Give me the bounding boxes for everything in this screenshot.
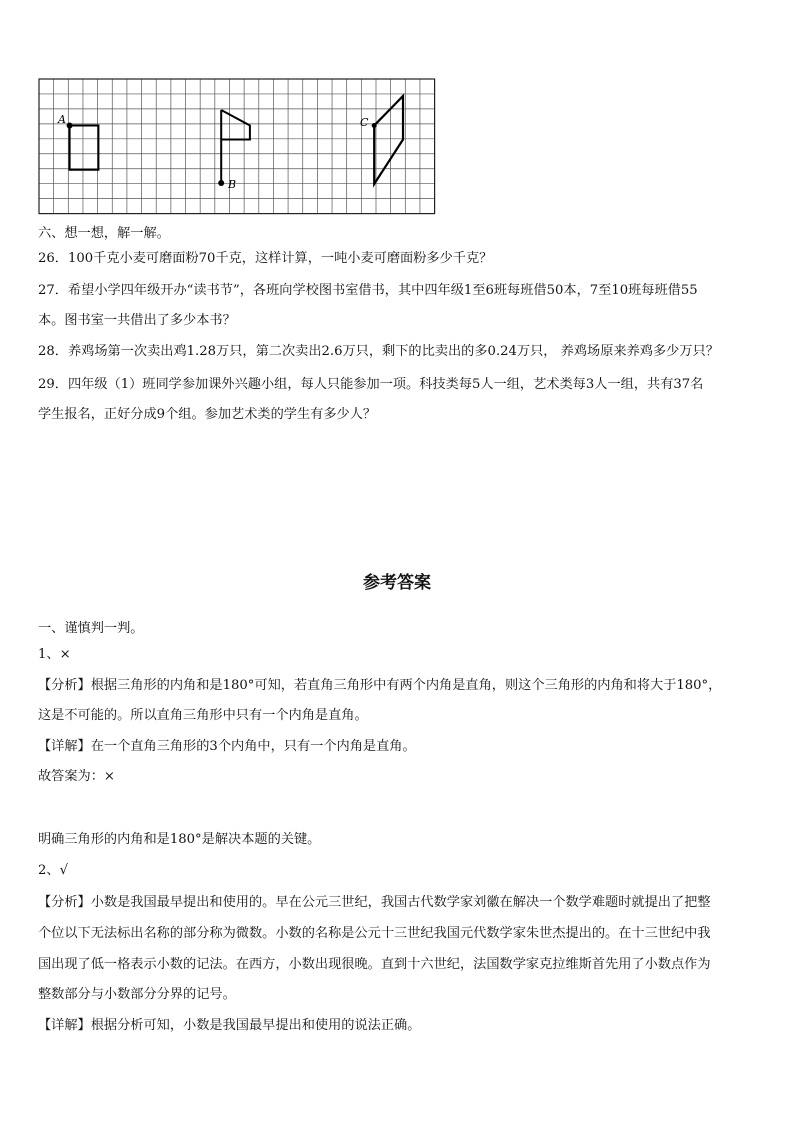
answer-1-note: 明确三角形的内角和是180°是解决本题的关键。 bbox=[38, 832, 321, 847]
point-a-label: A bbox=[58, 113, 66, 126]
point-b-dot bbox=[218, 180, 224, 186]
answer-2-label: 2、√ bbox=[38, 863, 68, 878]
answer-1-detail: 【详解】在一个直角三角形的3个内角中，只有一个内角是直角。 bbox=[38, 739, 416, 754]
question-27-line2: 本。图书室一共借出了多少本书？ bbox=[38, 313, 236, 328]
flag-shape bbox=[221, 110, 250, 140]
point-b-label: B bbox=[228, 178, 237, 191]
answer-2-detail: 【详解】根据分析可知，小数是我国最早提出和使用的说法正确。 bbox=[38, 1018, 421, 1033]
answer-1-final: 故答案为：× bbox=[38, 769, 115, 784]
grid-figure bbox=[38, 78, 438, 218]
rectangle-shape bbox=[70, 126, 99, 170]
answers-section1-heading: 一、谨慎判一判。 bbox=[38, 621, 144, 636]
question-29-line2: 学生报名，正好分成9个组。参加艺术类的学生有多少人？ bbox=[38, 407, 377, 422]
answers-title: 参考答案 bbox=[363, 573, 431, 593]
answer-2-analysis-line2: 个位以下无法标出名称的部分称为微数。小数的名称是公元十三世纪我国元代数学家朱世杰提出的。在十三世纪中我 bbox=[38, 926, 711, 941]
point-c-dot bbox=[372, 123, 377, 128]
answer-1-label: 1、× bbox=[38, 647, 71, 662]
question-26: 26．100千克小麦可磨面粉70千克，这样计算，一吨小麦可磨面粉多少千克？ bbox=[38, 251, 493, 266]
section6-heading: 六、想一想，解一解。 bbox=[38, 226, 170, 241]
question-27-line1: 27．希望小学四年级开办“读书节”，各班向学校图书室借书，其中四年级1至6班每班借50本，7至10班每班借55 bbox=[38, 283, 698, 298]
question-28: 28．养鸡场第一次卖出鸡1.28万只，第二次卖出2.6万只，剩下的比卖出的多0.24万只， 养鸡场原来养鸡多少万只？ bbox=[38, 344, 719, 359]
answer-1-analysis-line1: 【分析】根据三角形的内角和是180°可知，若直角三角形中有两个内角是直角，则这个三角形的内角和将大于180°， bbox=[38, 678, 722, 693]
question-29-line1: 29．四年级（1）班同学参加课外兴趣小组，每人只能参加一项。科技类每5人一组，艺术类每3人一组，共有37名 bbox=[38, 377, 704, 392]
answer-2-analysis-line4: 整数部分与小数部分分界的记号。 bbox=[38, 987, 236, 1002]
answer-2-analysis-line1: 【分析】小数是我国最早提出和使用的。早在公元三世纪，我国古代数学家刘徽在解决一个数学难题时就提出了把整 bbox=[38, 895, 711, 910]
answer-2-analysis-line3: 国出现了低一格表示小数的记法。在西方，小数出现很晚。直到十六世纪，法国数学家克拉维斯首先用了小数点作为 bbox=[38, 957, 711, 972]
point-a-dot bbox=[67, 123, 73, 129]
answer-1-analysis-line2: 这是不可能的。所以直角三角形中只有一个内角是直角。 bbox=[38, 708, 368, 723]
point-c-label: C bbox=[360, 116, 369, 129]
